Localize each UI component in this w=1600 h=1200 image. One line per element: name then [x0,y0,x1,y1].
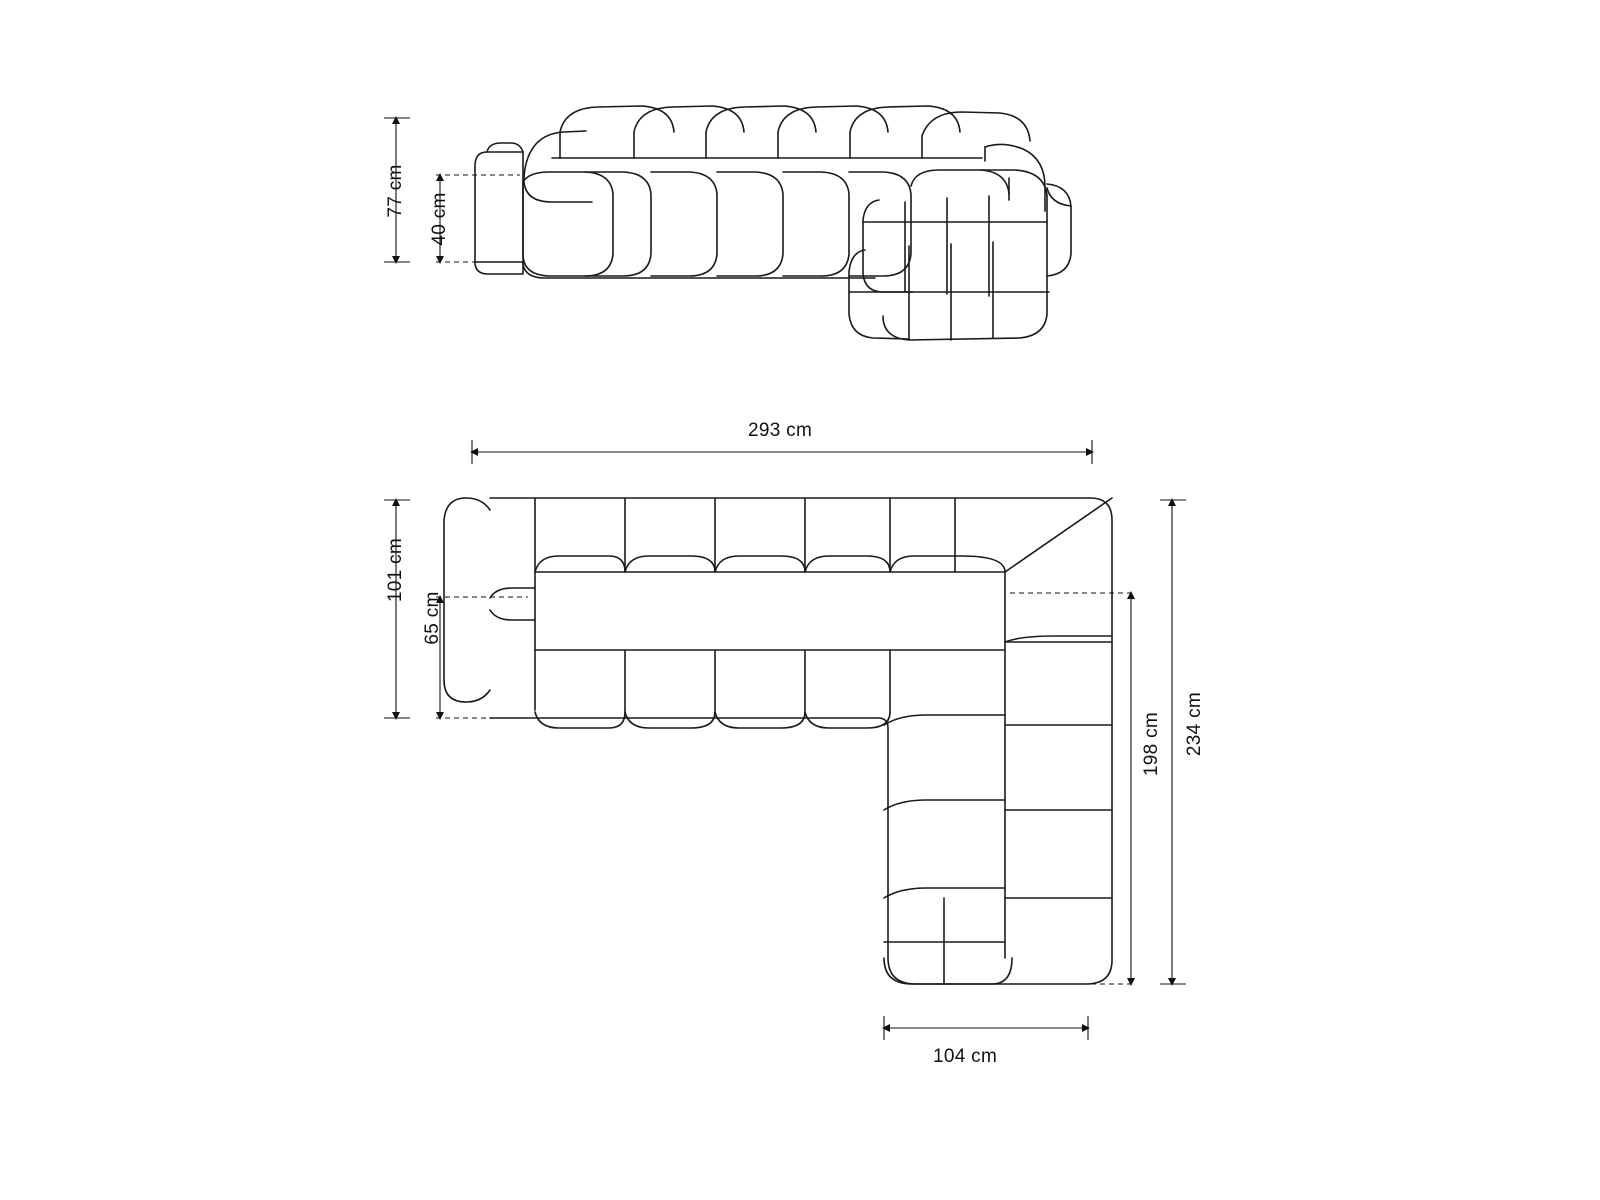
dimension-label-depth-total: 101 cm [385,537,406,603]
dim-104-arrow-right [1082,1024,1090,1032]
dim-234-arrow-bottom [1168,978,1176,986]
back-row-left-end [524,176,592,202]
plan-back-cushion-5 [890,556,1005,572]
dim-77-arrow-top [392,116,400,124]
dim-65-arrow-bottom [436,712,444,720]
dim-104-arrow-left [882,1024,890,1032]
chaise-bottom-outline [883,276,1047,340]
corner-top-2 [981,170,1047,196]
plan-armrest-mid-2 [490,610,535,620]
plan-side-band-curve [1005,636,1112,642]
back-cushion-6 [922,112,1030,141]
dimension-label-depth-seat: 65 cm [422,591,443,645]
front-elevation-view [475,106,1071,340]
back-cushion-1 [560,106,674,132]
dimension-label-height-seat: 40 cm [429,192,450,246]
left-armrest-outline [475,152,523,274]
dimension-label-length-side: 234 cm [1184,691,1205,757]
plan-seat-cushion-2 [625,712,715,728]
top-plan-view [444,498,1112,984]
dimension-label-length-side-inner: 198 cm [1141,711,1162,777]
dimension-label-width-side: 104 cm [933,1046,998,1067]
dim-293-arrow-left [470,448,478,456]
plan-corner-diagonal [1005,498,1112,572]
seat-cushion-2 [585,172,651,276]
back-corner-right [985,144,1045,211]
plan-side-cushion-b [884,800,1005,810]
plan-back-cushion-1 [535,556,625,572]
dim-293-arrow-right [1086,448,1094,456]
seat-cushion-5 [783,172,849,276]
plan-side-cushion-c [884,888,1005,898]
dim-198-arrow-bottom [1127,978,1135,986]
plan-back-cushion-4 [805,556,890,572]
right-side-block [1047,184,1071,276]
plan-L-outline [490,498,1112,984]
dim-234-arrow-top [1168,498,1176,506]
dim-101-arrow-bottom [392,712,400,720]
dim-101-arrow-top [392,498,400,506]
dimension-label-height-total: 77 cm [385,164,406,218]
plan-side-cushion-a [884,715,1005,725]
right-side-top [1047,188,1071,206]
plan-back-cushion-2 [625,556,715,572]
plan-left-armrest-outer [444,498,490,702]
chaise-left-end [849,250,909,339]
seat-cushion-3 [651,172,717,276]
left-armrest-top [487,143,523,152]
plan-seat-cushion-4 [805,712,890,728]
dim-198-arrow-top [1127,591,1135,599]
seat-cushion-4 [717,172,783,276]
seat-cushion-6 [849,172,911,276]
dimension-label-width-total: 293 cm [748,420,813,441]
seat-cushion-1 [523,172,613,276]
dim-77-arrow-bottom [392,256,400,264]
plan-back-cushion-3 [715,556,805,572]
corner-top-1 [911,170,1009,194]
back-cushion-5 [850,106,960,132]
back-left-curve [524,131,586,176]
plan-bottom-end [884,958,1012,984]
plan-seat-cushion-1 [535,712,625,728]
plan-seat-cushion-3 [715,712,805,728]
